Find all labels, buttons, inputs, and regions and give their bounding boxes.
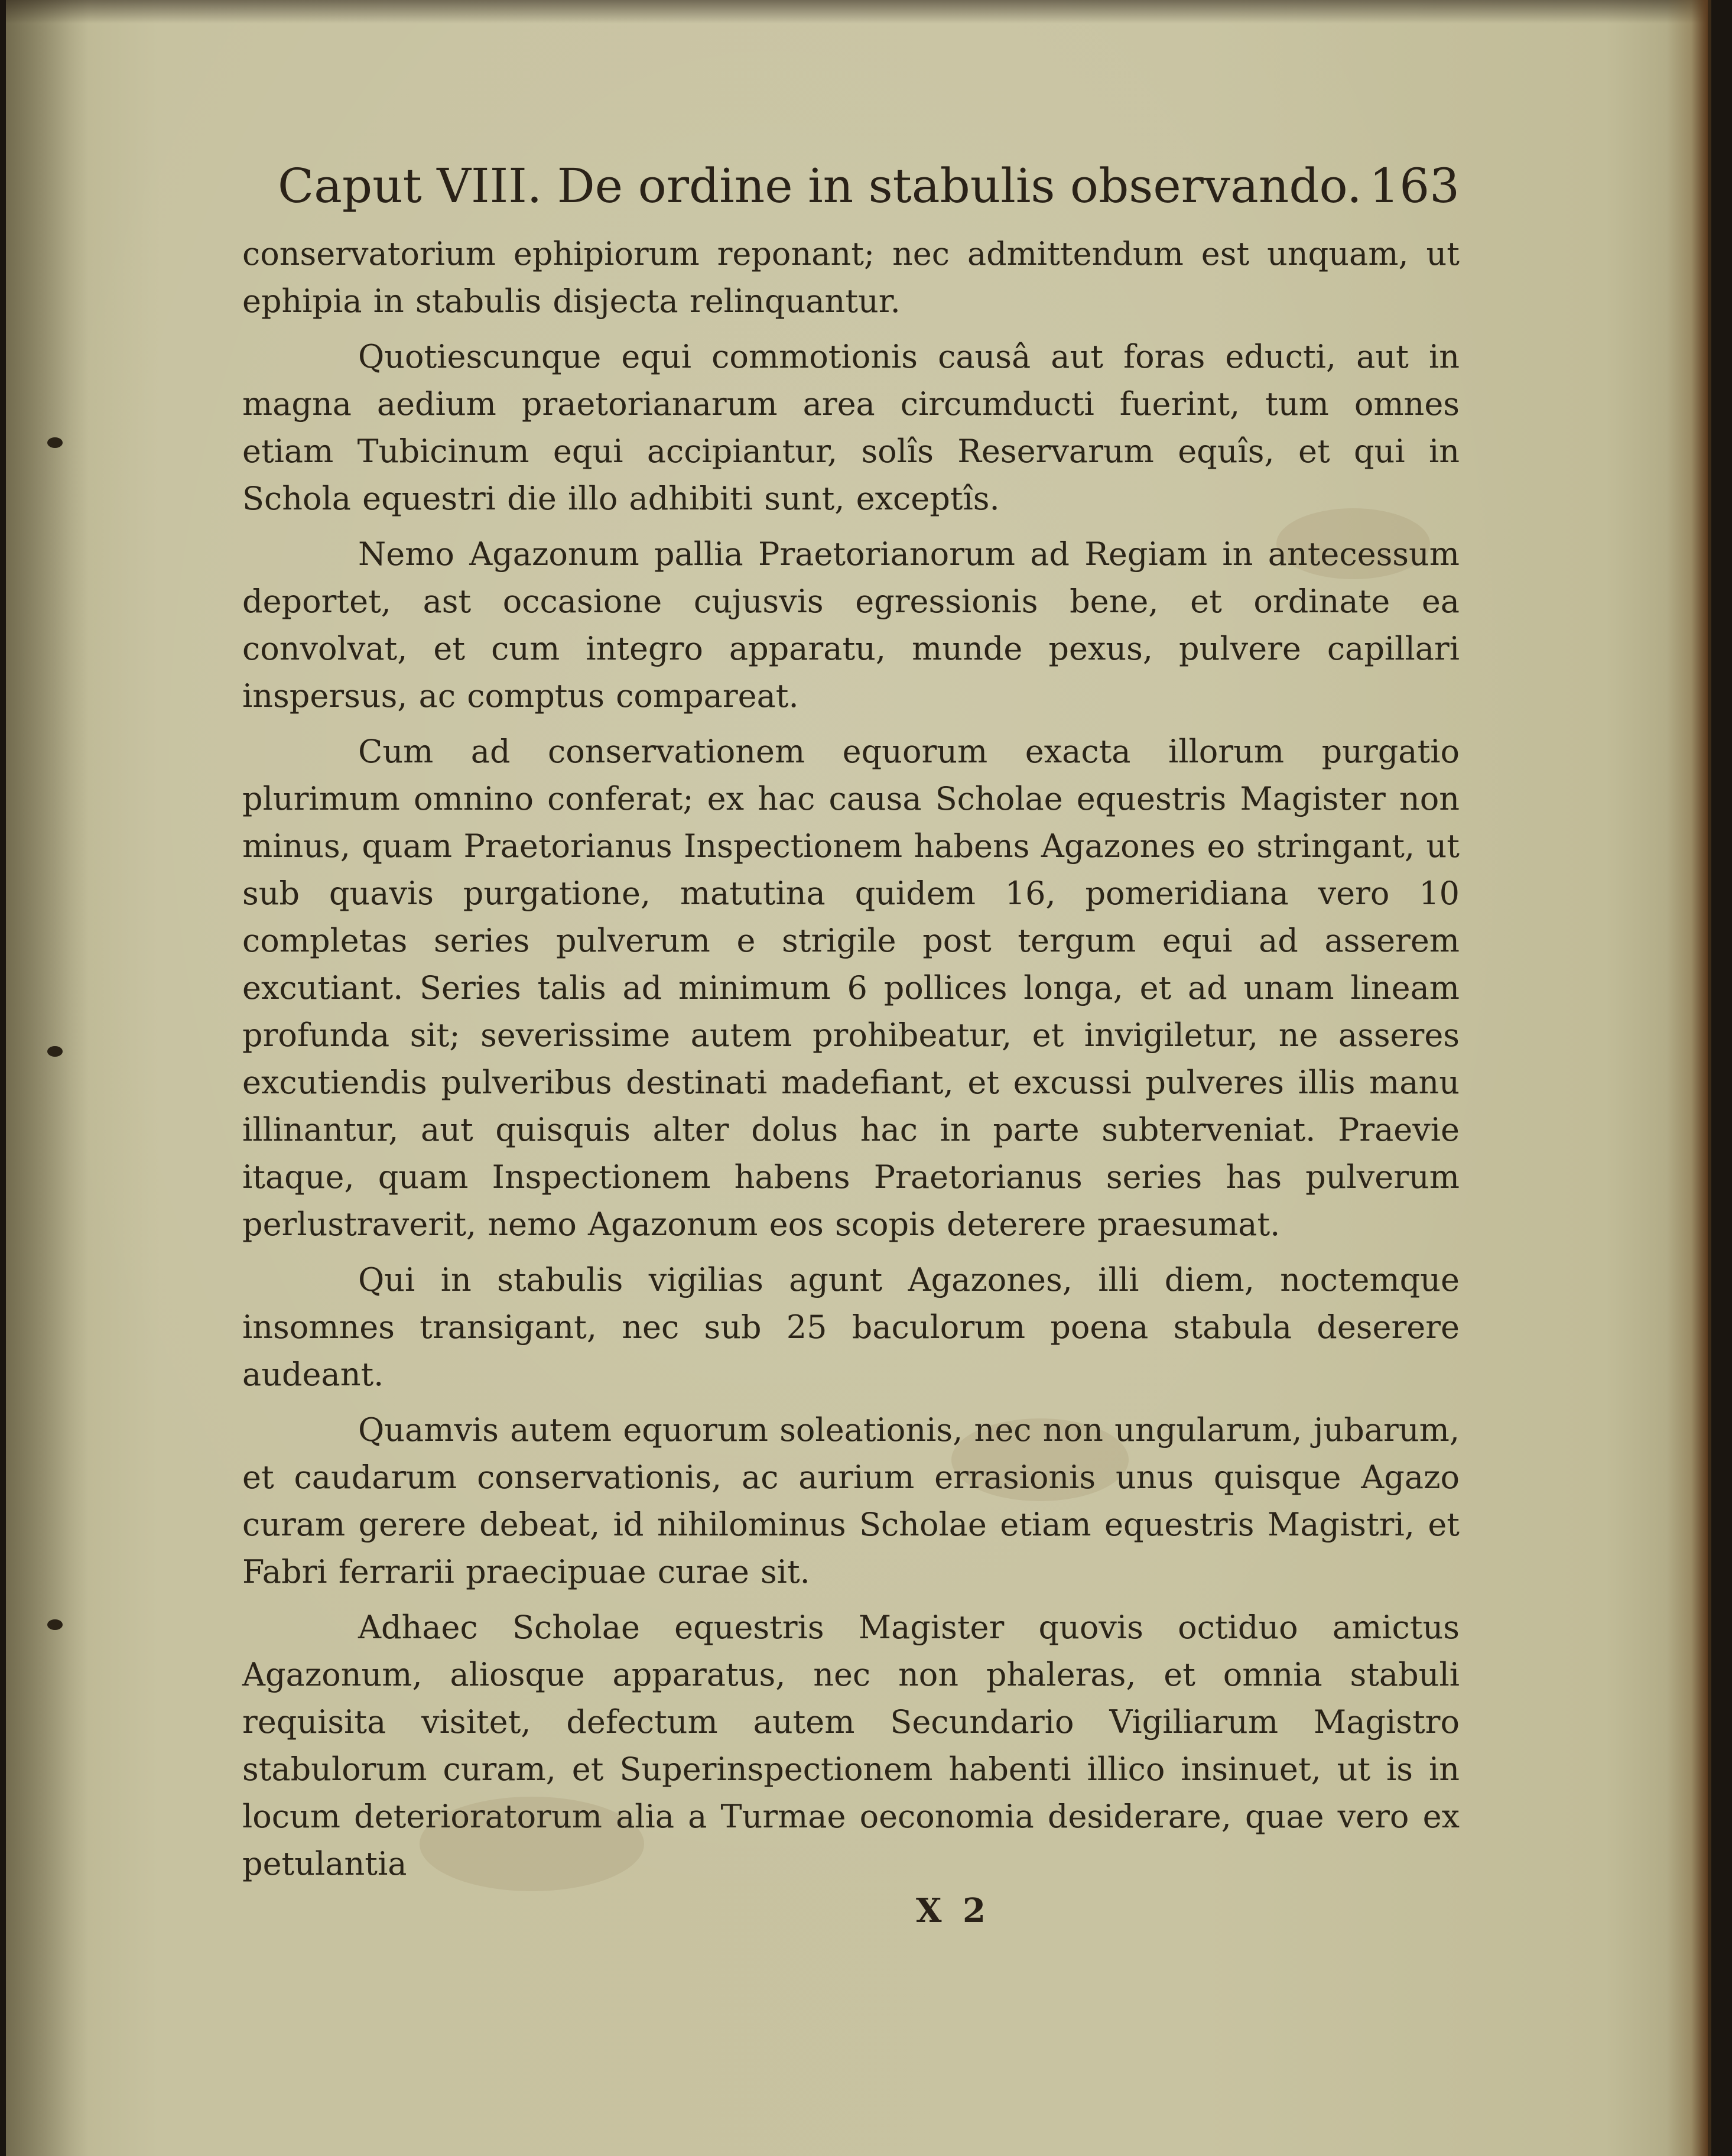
paragraph: Qui in stabulis vigilias agunt Agazones, illi diem, noctemque insomnes transigant, nec sub 25 baculorum poena stabula deserere audeant. bbox=[242, 1261, 1460, 1393]
page-edge bbox=[1666, 0, 1708, 2156]
page-number: 163 bbox=[1369, 158, 1460, 213]
running-title: Caput VIII. De ordine in stabulis observando. bbox=[278, 158, 1362, 213]
gutter-shadow bbox=[6, 0, 89, 2156]
book-page bbox=[6, 0, 1711, 2156]
paragraph: Adhaec Scholae equestris Magister quovis octiduo amictus Agazonum, aliosque apparatus, nec non phaleras, et omnia stabuli requisita visitet, defectum autem Secundario Vigiliarum Magistro stabulorum curam, et Superinspectionem habenti illico insinuet, ut is in locum deterioratorum alia a Turmae oeconomia desiderare, quae vero ex petulantia bbox=[242, 1609, 1460, 1882]
binding-mark bbox=[47, 1619, 63, 1630]
paragraph: Nemo Agazonum pallia Praetorianorum ad Regiam in antecessum deportet, ast occasione cujusvis egressionis bene, et ordinate ea convolvat, et cum integro apparatu, munde pexus, pulvere capillari inspersus, ac comptus compareat. bbox=[242, 535, 1460, 715]
binding-mark bbox=[47, 437, 63, 448]
running-head bbox=[278, 154, 1460, 219]
paragraph: conservatorium ephipiorum reponant; nec admittendum est unquam, ut ephipia in stabulis disjecta relinquantur. bbox=[242, 235, 1460, 320]
top-edge-shadow bbox=[6, 0, 1708, 24]
paragraph: Cum ad conservationem equorum exacta illorum purgatio plurimum omnino conferat; ex hac causa Scholae equestris Magister non minus, quam Praetorianus Inspectionem habens Agazones eo stringant, ut sub quavis purgatione, matutina quidem 16, pomeridiana vero 10 completas series pulverum e strigile post tergum equi ad asserem excutiant. Series talis ad minimum 6 pollices longa, et ad unam lineam profunda sit; severissime autem prohibeatur, et invigiletur, ne asseres excutiendis pulveribus destinati madefiant, et excussi pulveres illis manu illinantur, aut quisquis alter dolus hac in parte subterveniat. Praevie itaque, quam Inspectionem habens Praetorianus series has pulverum perlustraverit, nemo Agazonum eos scopis deterere praesumat. bbox=[242, 733, 1460, 1243]
text-block bbox=[242, 154, 1460, 1931]
signature-mark: X 2 bbox=[916, 1891, 990, 1930]
binding-mark bbox=[47, 1046, 63, 1057]
paragraph: Quotiescunque equi commotionis causâ aut foras educti, aut in magna aedium praetorianarum area circumducti fuerint, tum omnes etiam Tubicinum equi accipiantur, solîs Reservarum equîs, et qui in Schola equestri die illo adhibiti sunt, exceptîs. bbox=[242, 338, 1460, 517]
paragraph: Quamvis autem equorum soleationis, nec non ungularum, jubarum, et caudarum conservationis, ac aurium errasionis unus quisque Agazo curam gerere debeat, id nihilominus Scholae etiam equestris Magistri, et Fabri ferrarii praecipuae curae sit. bbox=[242, 1411, 1460, 1590]
